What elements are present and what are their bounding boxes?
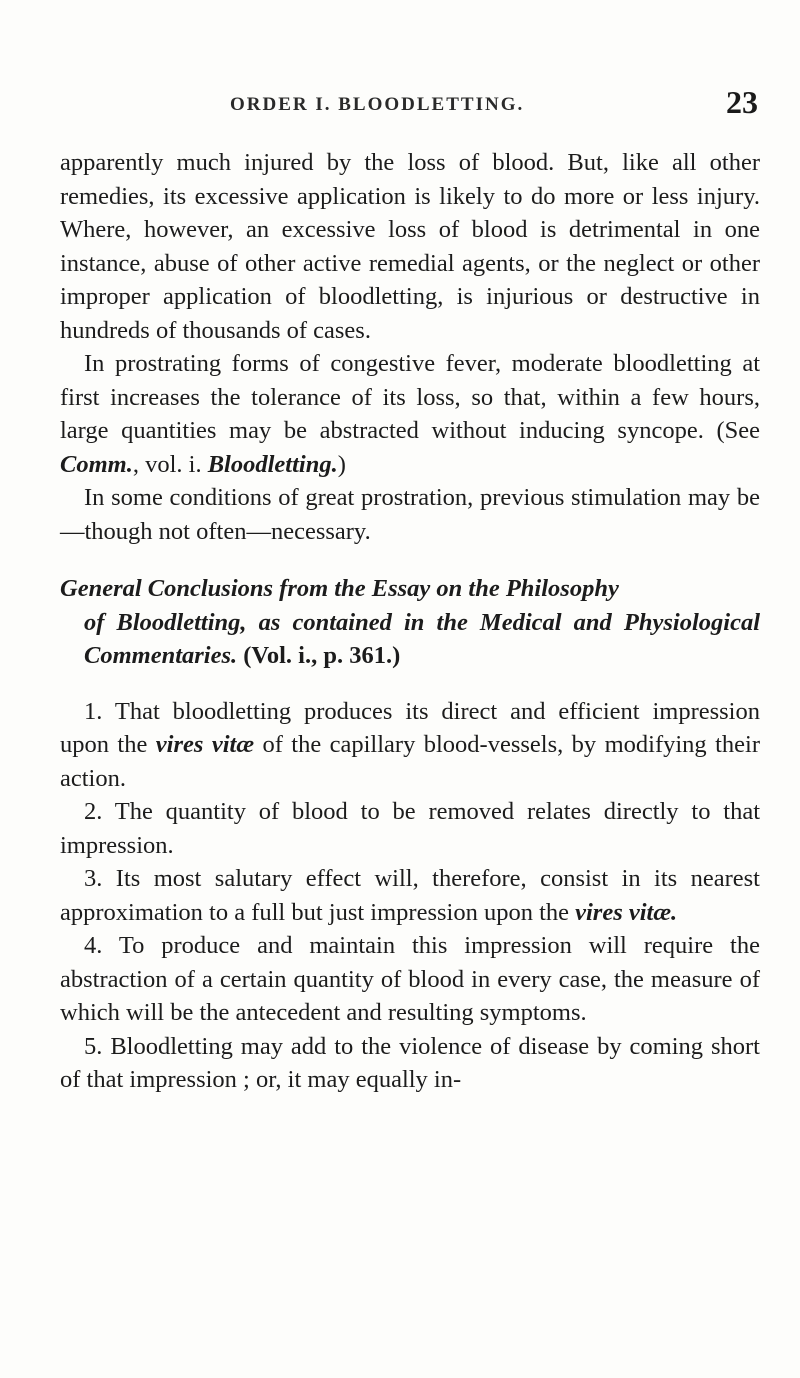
conclusion-1-end: of the capillary blood-vessels, by modifying their action.	[60, 731, 760, 792]
paragraph-1: apparently much injured by the loss of blood. But, like all other remedies, its excessive application is likely to do more or less injury. Where, however, an excessive loss of blood is detrimental in one instance, abuse of other active remedial agents, or the neglect or other improper application of bloodletting, is injurious or destructive in hundreds of thousands of cases.	[60, 149, 760, 344]
paragraph-2-start: In prostrating forms of congestive fever, moderate bloodletting at first increases the tolerance of its loss, so that, within a few hours, large quantities may be abstracted without inducing syncope. (See	[60, 350, 760, 444]
conclusion-3-start: 3. Its most salutary effect will, therefore, consist in its nearest approximation to a full but just impression upon the	[60, 865, 760, 926]
conclusion-5: 5. Bloodletting may add to the violence of disease by coming short of that impression ; or, it may equally in-	[60, 1032, 760, 1093]
comm-reference: Comm.	[60, 450, 133, 478]
section-heading	[60, 572, 760, 673]
conclusion-1	[60, 695, 760, 796]
vires-vitae-1: vires vitæ	[155, 731, 255, 758]
conclusion-3	[60, 862, 760, 929]
paragraph-2-end: )	[337, 450, 346, 478]
paragraph-2-mid: , vol. i.	[132, 450, 208, 478]
conclusions-list	[60, 695, 760, 1097]
paragraph-2	[60, 347, 760, 481]
body-text	[60, 146, 760, 1097]
paragraph-3: In some conditions of great prostration, previous stimulation may be—though not often—necessary.	[60, 484, 760, 545]
section-title-rest: of Bloodletting, as contained in the Medical and Physiological Commentaries.	[84, 608, 760, 669]
vires-vitae-2: vires vitæ.	[575, 898, 678, 926]
bloodletting-reference: Bloodletting.	[207, 450, 338, 478]
running-head: ORDER I. BLOODLETTING.	[230, 94, 525, 115]
page-header	[60, 84, 758, 128]
page-number: 23	[726, 84, 758, 120]
conclusion-1-start: 1. That bloodletting produces its direct and efficient impression upon the	[60, 697, 760, 758]
conclusion-2: 2. The quantity of blood to be removed relates directly to that impression.	[60, 798, 760, 859]
conclusion-4: 4. To produce and maintain this impression will require the abstraction of a certain quantity of blood in every case, the measure of which will be the antecedent and resulting symptoms.	[60, 932, 760, 1026]
section-title-line1: General Conclusions from the Essay on the Philosophy	[60, 575, 619, 602]
section-reference: (Vol. i., p. 361.)	[237, 642, 401, 669]
